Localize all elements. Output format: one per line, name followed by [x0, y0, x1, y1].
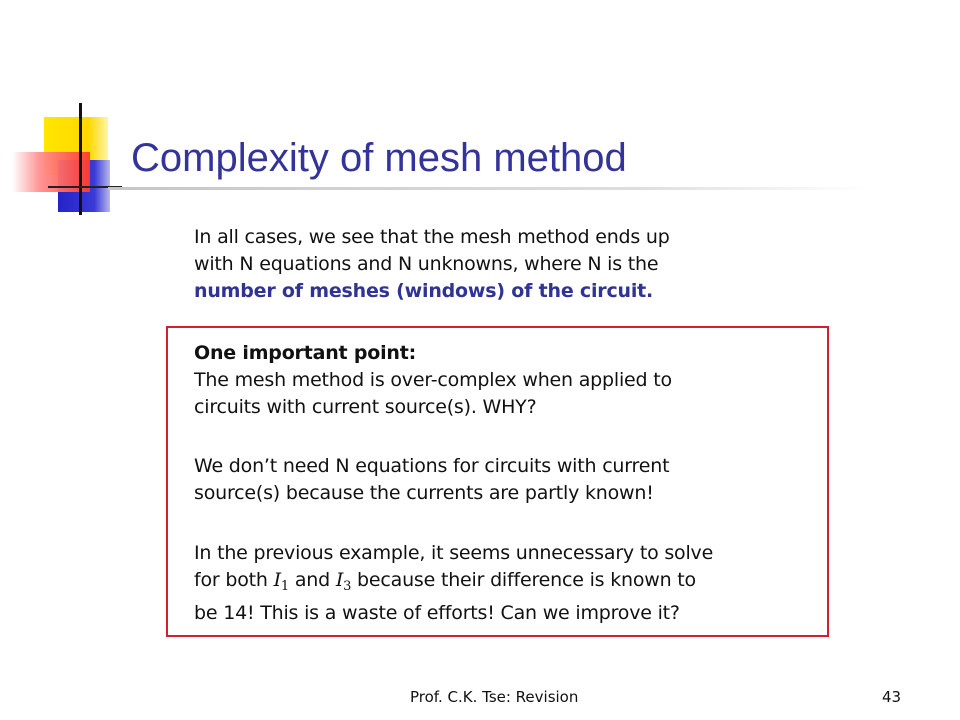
key-point-heading: One important point:	[194, 342, 417, 364]
footer-author: Prof. C.K. Tse: Revision	[410, 688, 579, 706]
key-point-line-1: The mesh method is over-complex when applied to	[194, 369, 672, 391]
intro-line-1: In all cases, we see that the mesh method ends up	[194, 226, 670, 248]
decor-vertical-line	[79, 103, 82, 215]
page-number: 43	[882, 688, 902, 706]
current-variable-i3	[335, 569, 352, 594]
title-underline-rule	[108, 187, 868, 190]
answer-line-2: source(s) because the currents are partly known!	[194, 482, 654, 504]
i3-subscript: 3	[343, 579, 352, 594]
intro-line-2: with N equations and N unknowns, where N is the	[194, 253, 659, 275]
example-line-1: In the previous example, it seems unnecessary to solve	[194, 542, 714, 564]
intro-emphasis-line: number of meshes (windows) of the circuit.	[194, 280, 654, 302]
example-line-2-start: for both	[194, 569, 274, 591]
key-point-line-2: circuits with current source(s). WHY?	[194, 396, 537, 418]
i1-symbol: I	[273, 569, 281, 591]
answer-paragraph	[194, 453, 669, 507]
example-line-2-mid: and	[288, 569, 336, 591]
i1-subscript: 1	[280, 579, 289, 594]
answer-line-1: We don’t need N equations for circuits with current	[194, 455, 670, 477]
slide-title: Complexity of mesh method	[131, 136, 627, 180]
key-point-paragraph	[194, 340, 672, 421]
example-line-3: be 14! This is a waste of efforts! Can we improve it?	[194, 602, 680, 624]
example-line-2-end: because their difference is known to	[351, 569, 696, 591]
intro-paragraph	[194, 224, 670, 305]
example-line-2	[194, 567, 713, 600]
i3-symbol: I	[335, 569, 344, 591]
example-paragraph	[194, 540, 713, 627]
current-variable-i1	[273, 569, 289, 594]
